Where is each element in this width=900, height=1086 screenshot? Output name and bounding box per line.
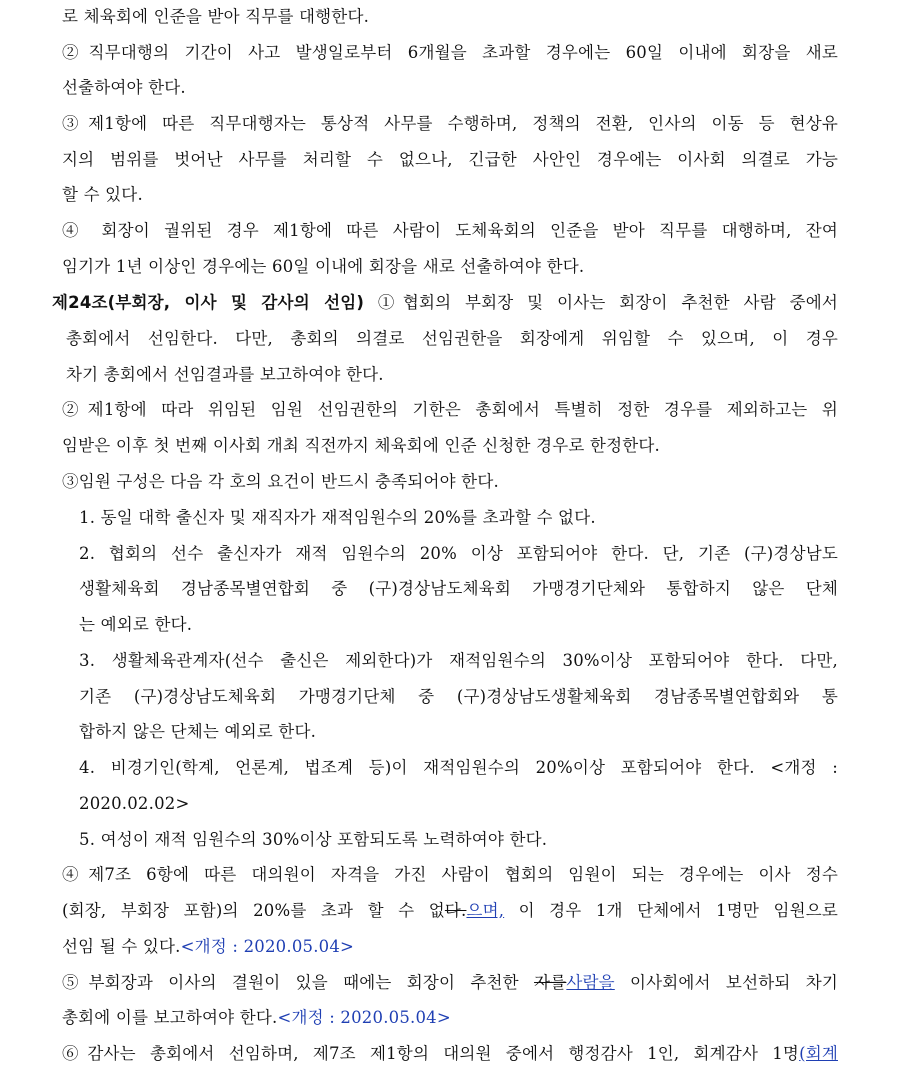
item-2-line-1: 2. 협회의 선수 출신자가 재적 임원수의 20% 이상 포함되어야 한다. 단, 기존 (구)경상남도 [79,544,838,563]
paragraph-7-text: 선임 될 수 있다. [62,937,181,956]
paragraph-4-line-2: 임기가 1년 이상인 경우에는 60일 이내에 회장을 새로 선출하여야 한다. [62,257,585,276]
item-4-line-1: 4. 비경기인(학계, 언론계, 법조계 등)이 재적임원수의 20%이상 포함되어야 한다. <개정 : [79,758,838,777]
article-24-text: ①협회의 부회장 및 이사는 회장이 추천한 사람 중에서 [364,293,838,312]
deleted-text: 다. [444,901,467,920]
item-3-line-3: 합하지 않은 단체는 예외로 한다. [79,722,317,741]
deleted-text: 자를 [534,973,567,992]
article-24-line-3: 차기 총회에서 선임결과를 보고하여야 한다. [66,365,384,384]
revision-note: <개정 : 2020.05.04> [180,937,355,956]
revision-note: <개정 : 2020.05.04> [277,1008,451,1027]
paragraph-8-line-1 [62,965,838,1001]
item-3-line-2: 기존 (구)경상남도체육회 가맹경기단체 중 (구)경상남도생활체육회 경남종목별연합회와 통 [79,687,838,706]
paragraph-9-line-1 [62,1036,838,1072]
inserted-text: 으며, [466,901,505,920]
paragraph-3-line-2: 지의 범위를 벗어난 사무를 처리할 수 없으나, 긴급한 사안인 경우에는 이사회 의결로 가능 [62,150,838,169]
article-24-title: 제24조(부회장, 이사 및 감사의 선임) [52,293,365,312]
paragraph-8-text: 이사회에서 보선하되 차기 [614,973,838,992]
article-24-line-2: 총회에서 선임한다. 다만, 총회의 의결로 선임권한을 회장에게 위임할 수 있으며, 이 경우 [66,329,838,348]
paragraph-3-line-1: ③제1항에 따른 직무대행자는 통상적 사무를 수행하며, 정책의 전환, 인사의 이동 등 현상유 [62,114,838,133]
paragraph-2-line-1: ②직무대행의 기간이 사고 발생일로부터 6개월을 초과할 경우에는 60일 이내에 회장을 새로 [62,43,838,62]
text-line: 로 체육회에 인준을 받아 직무를 대행한다. [62,7,370,26]
paragraph-7-line-2 [62,893,838,929]
paragraph-7-text: 이 경우 1개 단체에서 1명만 임원으로 [504,901,838,920]
item-2-line-2: 생활체육회 경남종목별연합회 중 (구)경상남도체육회 가맹경기단체와 통합하지 않은 단체 [79,579,838,598]
paragraph-3-line-3: 할 수 있다. [62,185,143,204]
paragraph-9-text: ⑥감사는 총회에서 선임하며, 제7조 제1항의 대의원 중에서 행정감사 1인, 회계감사 1명 [62,1044,800,1063]
paragraph-8-text: ⑤부회장과 이사의 결원이 있을 때에는 회장이 추천한 [62,973,535,992]
paragraph-6-line-1: ③임원 구성은 다음 각 호의 요건이 반드시 충족되어야 한다. [62,472,499,491]
item-5-line-1: 5. 여성이 재적 임원수의 30%이상 포함되도록 노력하여야 한다. [79,830,548,849]
paragraph-5-line-1: ②제1항에 따라 위임된 임원 선임권한의 기한은 총회에서 특별히 정한 경우를 제외하고는 위 [62,400,838,419]
inserted-text: (회계 [799,1044,838,1063]
inserted-text: 사람을 [566,973,615,992]
item-4-line-2: 2020.02.02> [79,794,190,813]
paragraph-7-line-1: ④제7조 6항에 따른 대의원이 자격을 가진 사람이 협회의 임원이 되는 경우에는 이사 정수 [62,865,838,884]
paragraph-5-line-2: 임받은 이후 첫 번째 이사회 개최 직전까지 체육회에 인준 신청한 경우로 한정한다. [62,436,660,455]
paragraph-7-line-3 [62,929,838,965]
item-2-line-3: 는 예외로 한다. [79,615,193,634]
paragraph-4-line-1: ④ 회장이 궐위된 경우 제1항에 따른 사람이 도체육회의 인준을 받아 직무를 대행하며, 잔여 [62,221,838,240]
paragraph-7-text: (회장, 부회장 포함)의 20%를 초과 할 수 없 [62,901,445,920]
paragraph-8-line-2 [62,1000,838,1036]
article-24-line-1 [52,285,838,321]
item-3-line-1: 3. 생활체육관계자(선수 출신은 제외한다)가 재적임원수의 30%이상 포함되어야 한다. 다만, [79,651,838,670]
item-1-line-1: 1. 동일 대학 출신자 및 재직자가 재적임원수의 20%를 초과할 수 없다. [79,508,596,527]
paragraph-8-text: 총회에 이를 보고하여야 한다. [62,1008,278,1027]
paragraph-2-line-2: 선출하여야 한다. [62,78,186,97]
